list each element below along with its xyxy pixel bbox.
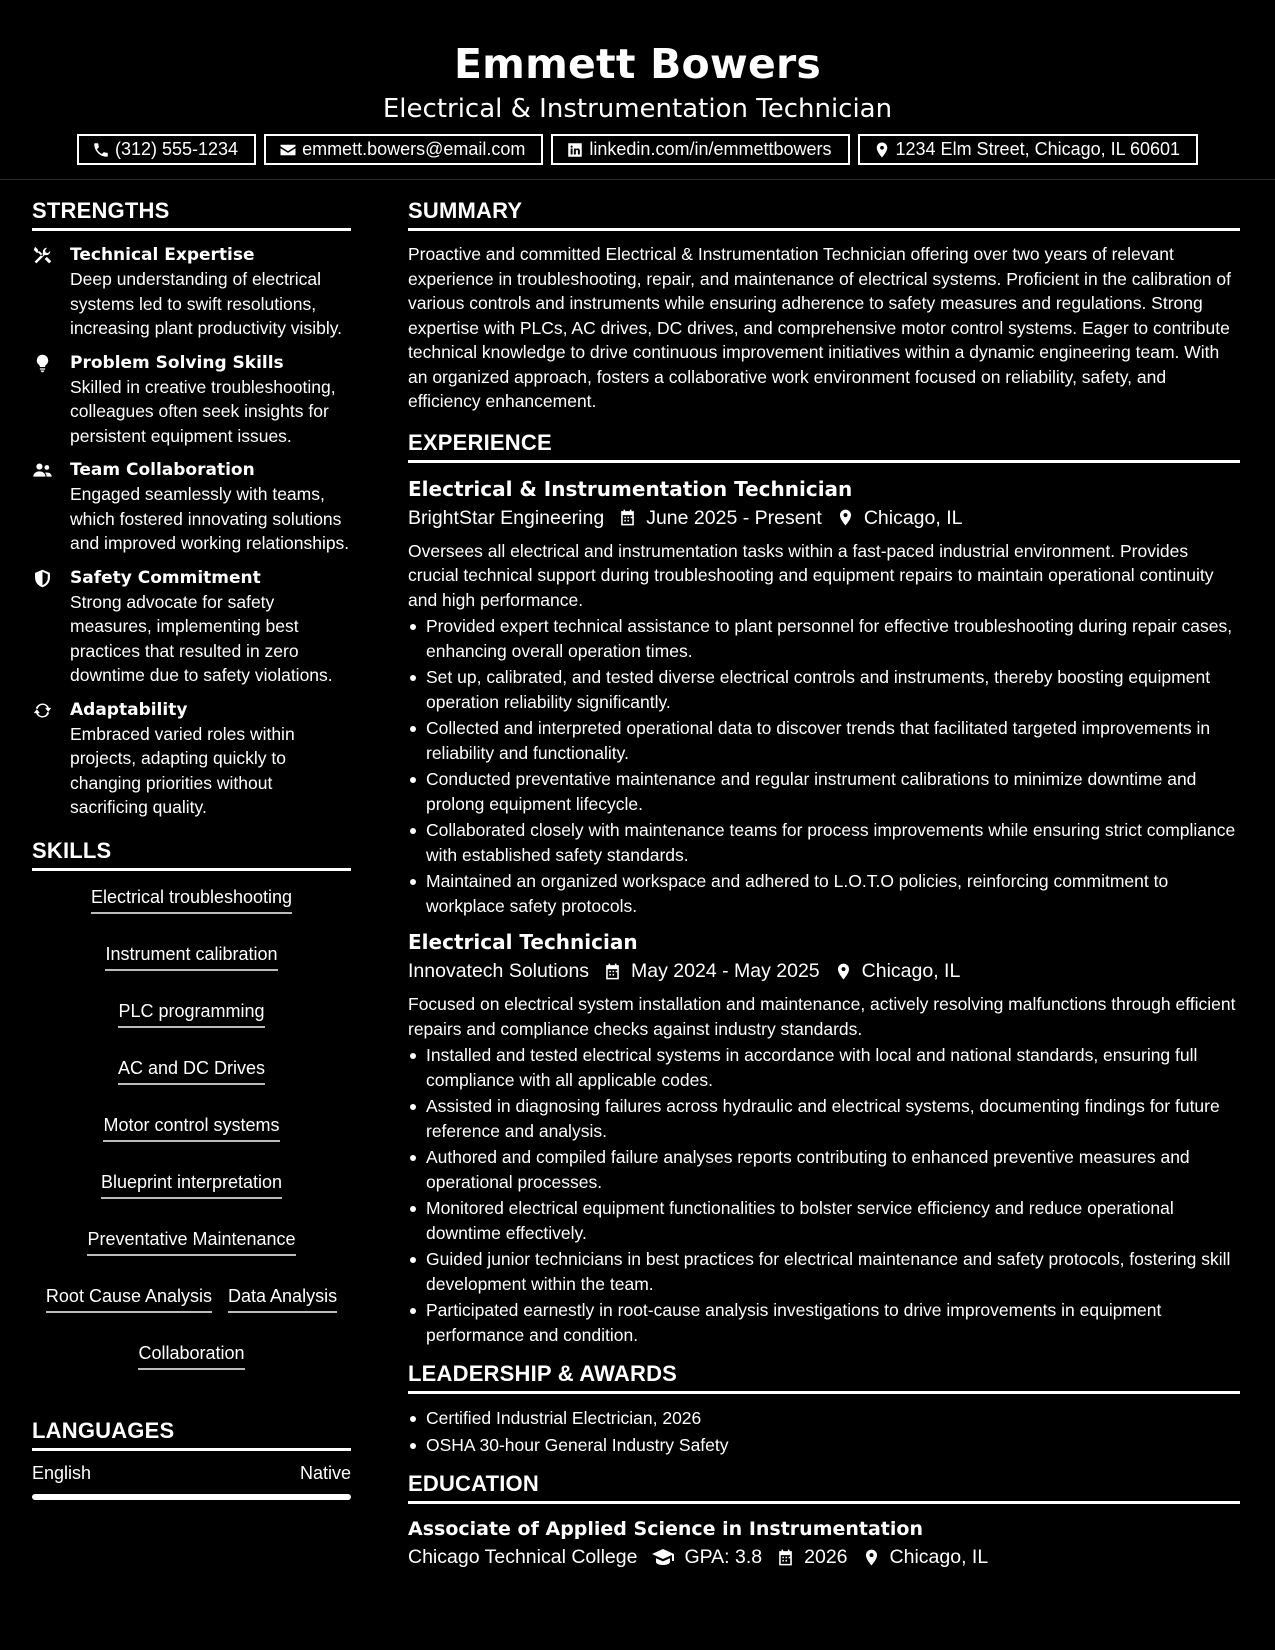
job-dates: May 2024 - May 2025 <box>631 960 820 982</box>
strength-desc: Strong advocate for safety measures, implementing best practices that resulted in zero downtime due to safety violations. <box>70 591 333 685</box>
strength-desc: Embraced varied roles within projects, adapting quickly to changing priorities without sacrificing quality. <box>70 723 295 817</box>
contact-phone[interactable] <box>77 134 256 165</box>
strength-desc: Engaged seamlessly with teams, which fostered innovating solutions and improved working relationships. <box>70 484 350 553</box>
skills-heading: SKILLS <box>32 838 351 871</box>
tools-icon <box>32 245 53 266</box>
language-proficiency-bar <box>32 1494 351 1500</box>
job-title: Electrical & Instrumentation Technician <box>408 476 853 501</box>
job-dates: June 2025 - Present <box>646 506 822 529</box>
linkedin-icon <box>566 141 584 159</box>
education-gpa: GPA: 3.8 <box>684 1546 763 1568</box>
degree-title: Associate of Applied Science in Instrumentation <box>408 1518 923 1540</box>
languages-section <box>32 1418 351 1500</box>
strength-desc: Deep understanding of electrical systems led to swift resolutions, increasing plant productivity visibly. <box>70 269 343 338</box>
strength-title: Adaptability <box>70 699 188 720</box>
skills-list <box>32 883 351 1374</box>
awards-heading: LEADERSHIP & AWARDS <box>408 1361 1240 1394</box>
skill-tag: PLC programming <box>118 999 264 1028</box>
contact-email[interactable] <box>264 134 543 165</box>
strength-title: Safety Commitment <box>70 567 261 588</box>
strength-title: Problem Solving Skills <box>70 352 284 373</box>
calendar-icon <box>603 962 622 981</box>
calendar-icon <box>618 508 637 527</box>
language-name: English <box>32 1462 92 1483</box>
calendar-icon <box>776 1548 795 1567</box>
strength-item <box>32 566 351 688</box>
phone-icon <box>92 141 110 159</box>
job-bullet: Set up, calibrated, and tested diverse electrical controls and instruments, thereby boosting equipment operation reliability significantly. <box>408 665 1240 714</box>
job-company: Innovatech Solutions <box>408 960 590 982</box>
location-icon <box>834 962 853 981</box>
contact-email-text: emmett.bowers@email.com <box>302 139 526 159</box>
contact-linkedin[interactable] <box>551 134 849 165</box>
skill-tag: Preventative Maintenance <box>87 1227 295 1256</box>
skill-tag: Collaboration <box>138 1341 244 1370</box>
education-heading: EDUCATION <box>408 1471 1240 1504</box>
strength-item <box>32 458 351 556</box>
job-meta <box>408 956 1240 986</box>
job-title: Electrical Technician <box>408 930 638 954</box>
skill-tag: Motor control systems <box>103 1113 279 1142</box>
location-icon <box>836 508 855 527</box>
users-icon <box>32 460 53 481</box>
contact-address[interactable] <box>858 134 1199 165</box>
education-meta <box>408 1542 1240 1572</box>
award-item: Certified Industrial Electrician, 2026 <box>408 1406 1240 1431</box>
job-bullet: Maintained an organized workspace and adhered to L.O.T.O policies, reinforcing commitment to workplace safety protocols. <box>408 869 1240 918</box>
summary-heading: SUMMARY <box>408 198 1240 231</box>
education-section <box>408 1471 1240 1572</box>
shield-icon <box>32 568 53 589</box>
candidate-title: Electrical & Instrumentation Technician <box>382 94 893 124</box>
job-bullet: Authored and compiled failure analyses reports contributing to enhanced preventive measures and operational processes. <box>408 1145 1240 1194</box>
job-location: Chicago, IL <box>861 960 961 982</box>
job-bullet: Provided expert technical assistance to plant personnel for effective troubleshooting during repair cases, enhancing overall operation times. <box>408 614 1240 663</box>
job-location: Chicago, IL <box>863 506 963 529</box>
location-icon <box>862 1548 881 1567</box>
candidate-name: Emmett Bowers <box>453 40 822 88</box>
location-icon <box>873 141 891 159</box>
contact-address-text: 1234 Elm Street, Chicago, IL 60601 <box>895 139 1181 159</box>
job-entry <box>408 928 1240 1347</box>
strength-item <box>32 698 351 820</box>
skill-tag: Electrical troubleshooting <box>91 885 292 914</box>
job-bullet: Participated earnestly in root-cause analysis investigations to drive improvements in equipment performance and condition. <box>408 1298 1240 1347</box>
education-year: 2026 <box>804 1546 848 1568</box>
job-bullet: Assisted in diagnosing failures across hydraulic and electrical systems, documenting findings for future reference and analysis. <box>408 1094 1240 1143</box>
languages-heading: LANGUAGES <box>32 1418 351 1451</box>
job-bullet: Conducted preventative maintenance and regular instrument calibrations to minimize downtime and prolong equipment lifecycle. <box>408 767 1240 816</box>
awards-section <box>408 1361 1240 1457</box>
job-description: Oversees all electrical and instrumentation tasks within a fast-paced industrial environment. Provides crucial technical support during troubleshooting and equipment repairs to maintain operational continuity and high performance. <box>408 540 1214 610</box>
skill-tag: Root Cause Analysis <box>46 1284 212 1313</box>
strength-item <box>32 243 351 341</box>
school-name: Chicago Technical College <box>408 1546 638 1568</box>
summary-section <box>408 198 1240 414</box>
contact-linkedin-text: linkedin.com/in/emmettbowers <box>589 139 832 159</box>
graduation-cap-icon <box>651 1545 675 1569</box>
contact-bar <box>0 134 1275 165</box>
skill-tag: Instrument calibration <box>105 942 277 971</box>
right-column <box>408 198 1240 1578</box>
award-item: OSHA 30-hour General Industry Safety <box>408 1433 1240 1458</box>
strengths-section <box>32 198 351 820</box>
lightbulb-icon <box>32 353 53 374</box>
strength-item <box>32 351 351 449</box>
job-meta <box>408 503 1240 533</box>
job-bullet: Collected and interpreted operational data to discover trends that facilitated targeted improvements in reliability and functionality. <box>408 716 1240 765</box>
job-bullet: Guided junior technicians in best practices for electrical maintenance and safety protocols, fostering skill development within the team. <box>408 1247 1240 1296</box>
skill-tag: Blueprint interpretation <box>101 1170 282 1199</box>
email-icon <box>279 141 297 159</box>
job-description: Focused on electrical system installation and maintenance, actively resolving malfunctions through efficient repairs and compliance checks against industry standards. <box>408 994 1236 1039</box>
skill-tag: Data Analysis <box>228 1284 337 1313</box>
refresh-icon <box>32 700 53 721</box>
strength-desc: Skilled in creative troubleshooting, colleagues often seek insights for persistent equipment issues. <box>70 376 336 446</box>
awards-list <box>408 1406 1240 1457</box>
strength-title: Team Collaboration <box>70 460 255 480</box>
language-level: Native <box>299 1462 351 1483</box>
contact-phone-text: (312) 555-1234 <box>114 139 239 159</box>
language-row <box>32 1463 351 1484</box>
summary-text: Proactive and committed Electrical & Instrumentation Technician offering over two years of relevant experience in troubleshooting, repair, and maintenance of electrical systems. Proficient in the calibration of various controls and instruments while ensuring adherence to safety measures and regulations. Strong expertise with PLCs, AC drives, DC drives, and comprehensive motor control systems. Eager to contribute technical knowledge to drive continuous improvement initiatives within a dynamic engineering team. With an organized approach, fosters a collaborative work environment focused on reliability, safety, and efficiency enhancement. <box>408 244 1231 411</box>
left-column <box>32 198 351 1500</box>
experience-section <box>408 430 1240 1348</box>
job-bullet: Collaborated closely with maintenance teams for process improvements while ensuring strict compliance with established safety standards. <box>408 818 1240 867</box>
skill-tag: AC and DC Drives <box>118 1056 265 1085</box>
job-entry <box>408 475 1240 919</box>
job-bullet: Installed and tested electrical systems in accordance with local and national standards, ensuring full compliance with all applicable codes. <box>408 1043 1240 1092</box>
job-company: BrightStar Engineering <box>408 506 605 529</box>
job-bullet: Monitored electrical equipment functionalities to bolster service efficiency and reduce operational downtime effectively. <box>408 1196 1240 1245</box>
experience-heading: EXPERIENCE <box>408 430 1240 463</box>
education-location: Chicago, IL <box>889 1546 989 1568</box>
job-bullets <box>408 1043 1240 1347</box>
job-bullets <box>408 614 1240 918</box>
resume-header <box>0 0 1275 180</box>
strength-title: Technical Expertise <box>70 245 255 265</box>
strengths-heading: STRENGTHS <box>32 198 351 231</box>
skills-section <box>32 838 351 1374</box>
